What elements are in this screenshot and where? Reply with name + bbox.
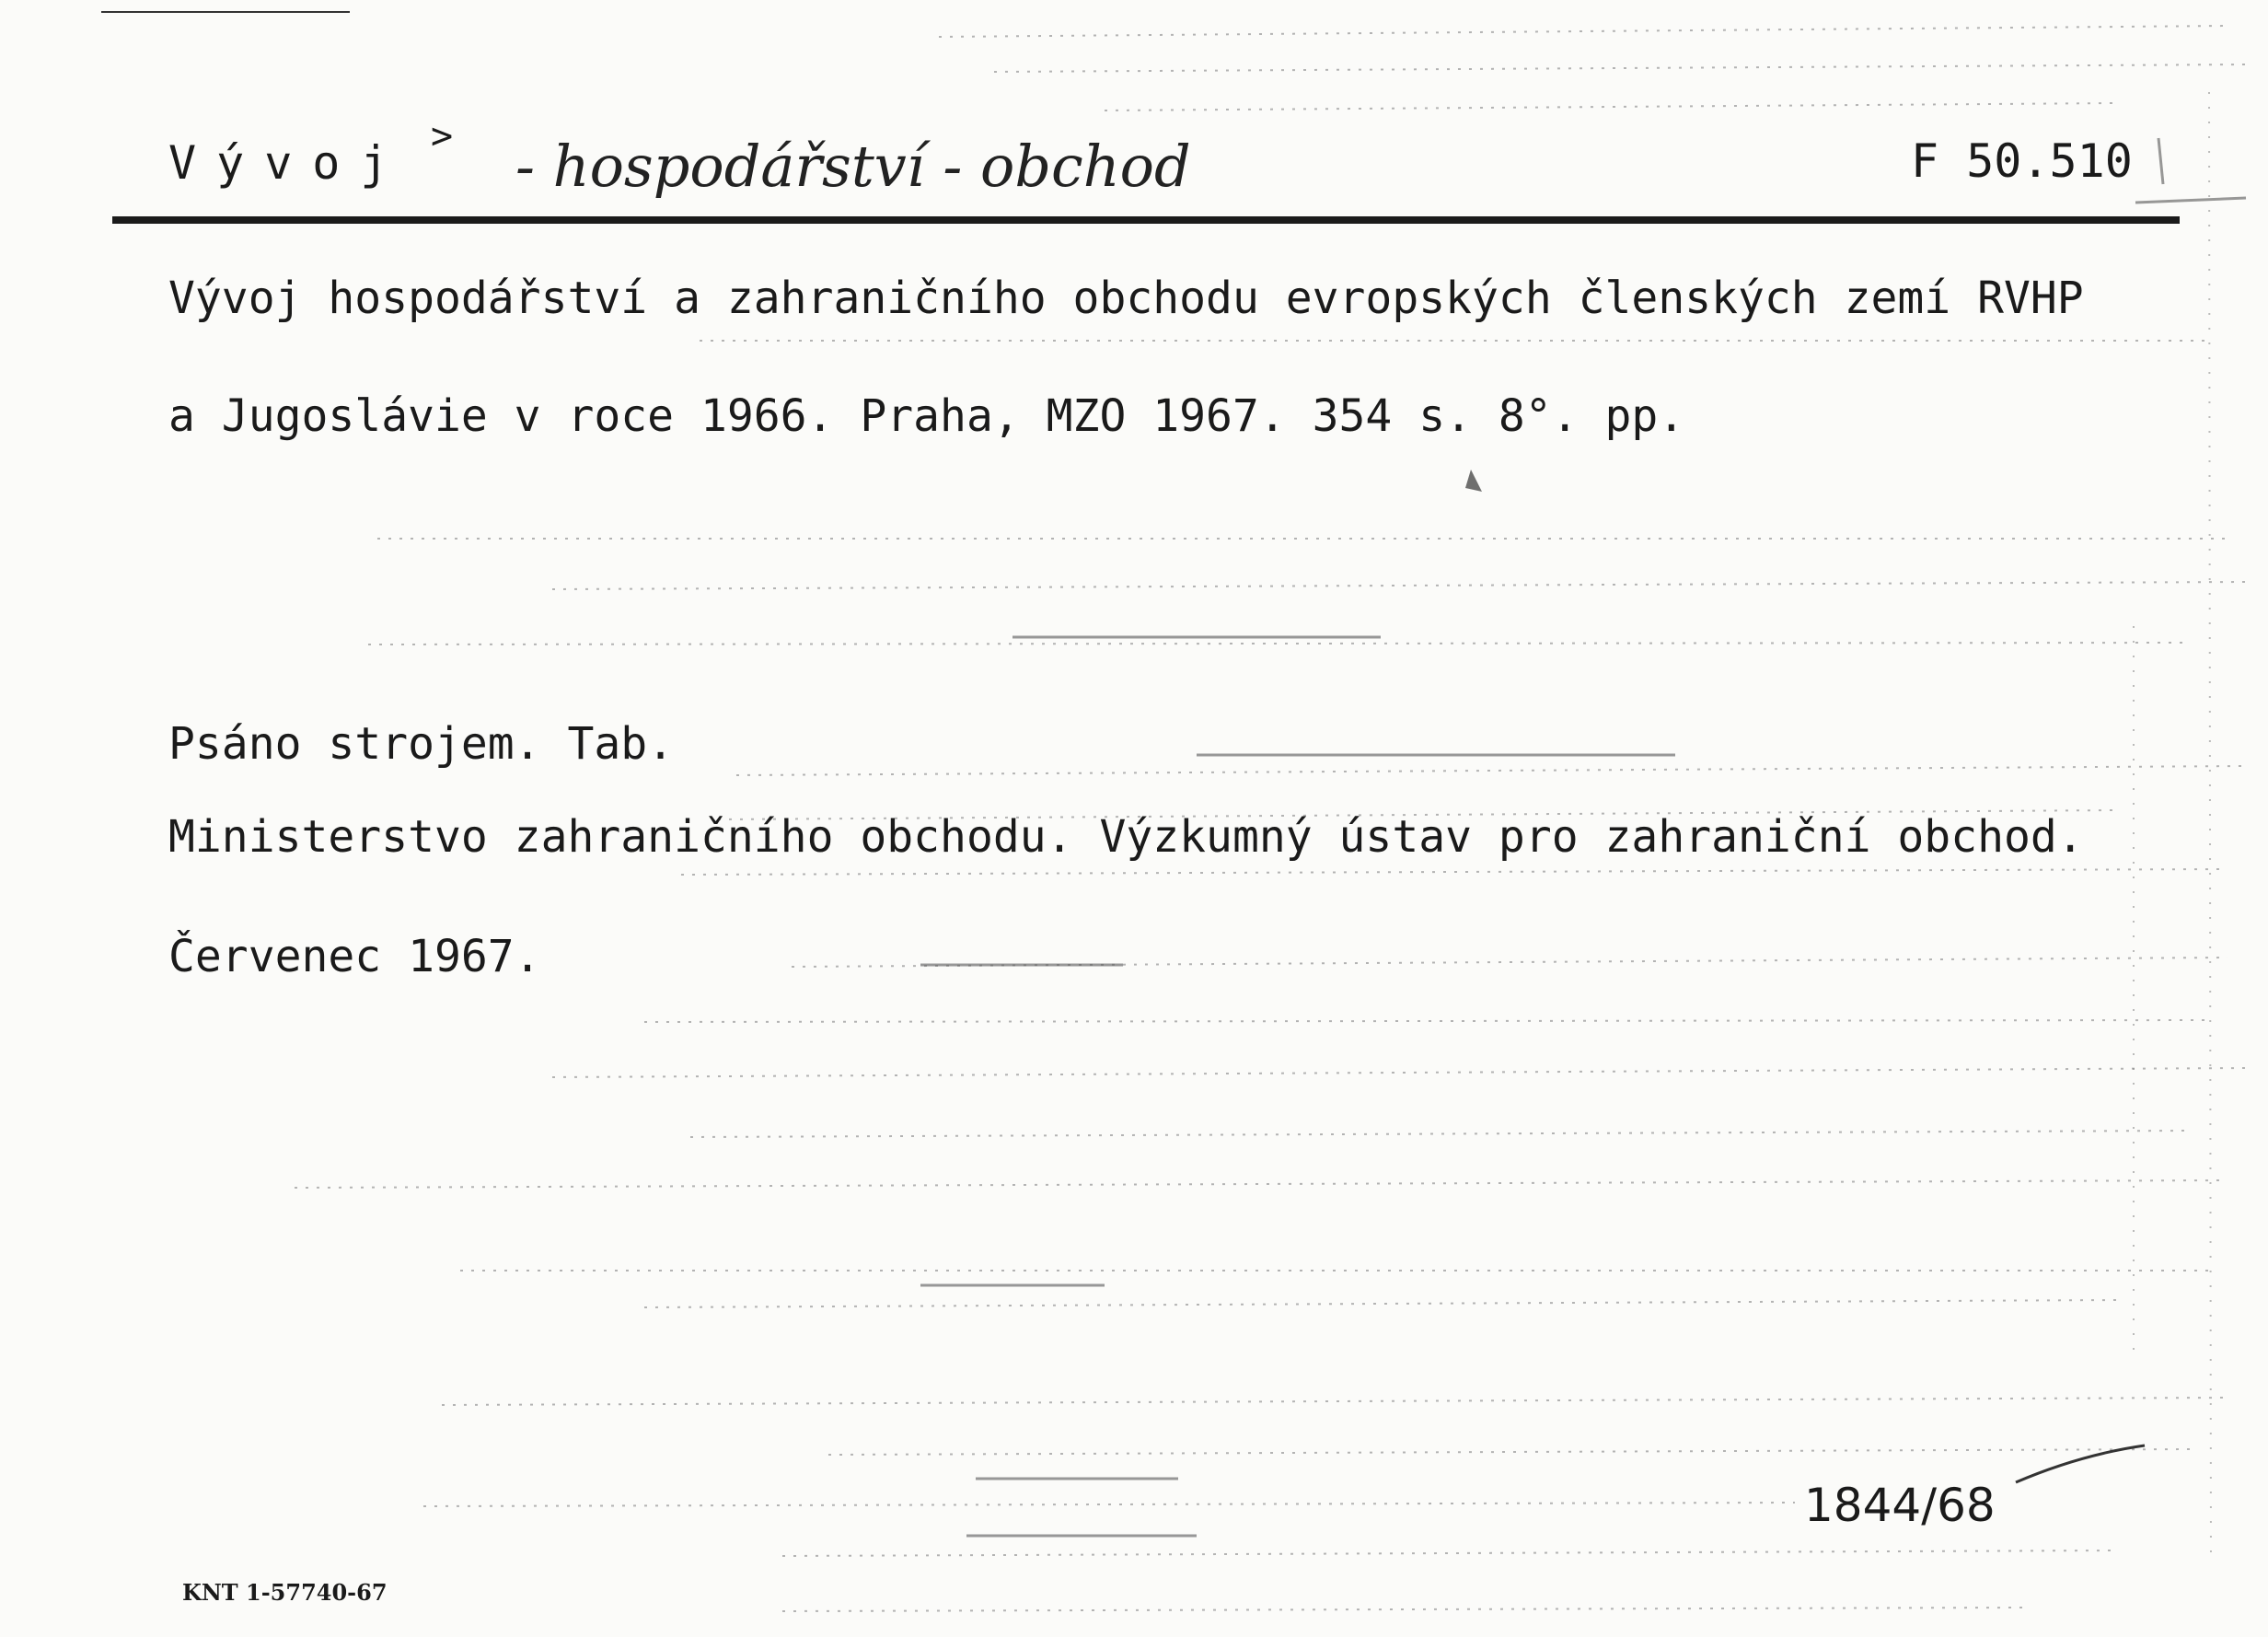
- subject-heading-handwritten: - hospodářství - obchod: [515, 133, 1191, 200]
- title-line-2: a Jugoslávie v roce 1966. Praha, MZO 1967. 354 s. 8°. pp.: [168, 390, 1685, 442]
- subject-heading-typed: Vývoj: [168, 136, 409, 190]
- heading-rule: [112, 216, 2180, 224]
- top-edge-rule: [101, 11, 350, 13]
- corporate-author: Ministerstvo zahraničního obchodu. Výzkumný ústav pro zahraniční obchod.: [168, 811, 2084, 863]
- title-line-1: Vývoj hospodářství a zahraničního obchodu evropských členských zemí RVHP: [168, 273, 2084, 324]
- publication-date: Červenec 1967.: [168, 931, 541, 982]
- heading-insertion-mark: >: [431, 115, 454, 157]
- call-number: F 50.510: [1911, 134, 2133, 188]
- accession-number: 1844/68: [1804, 1479, 1996, 1532]
- print-code: KNT 1-57740-67: [182, 1579, 388, 1606]
- physical-note: Psáno strojem. Tab.: [168, 718, 675, 770]
